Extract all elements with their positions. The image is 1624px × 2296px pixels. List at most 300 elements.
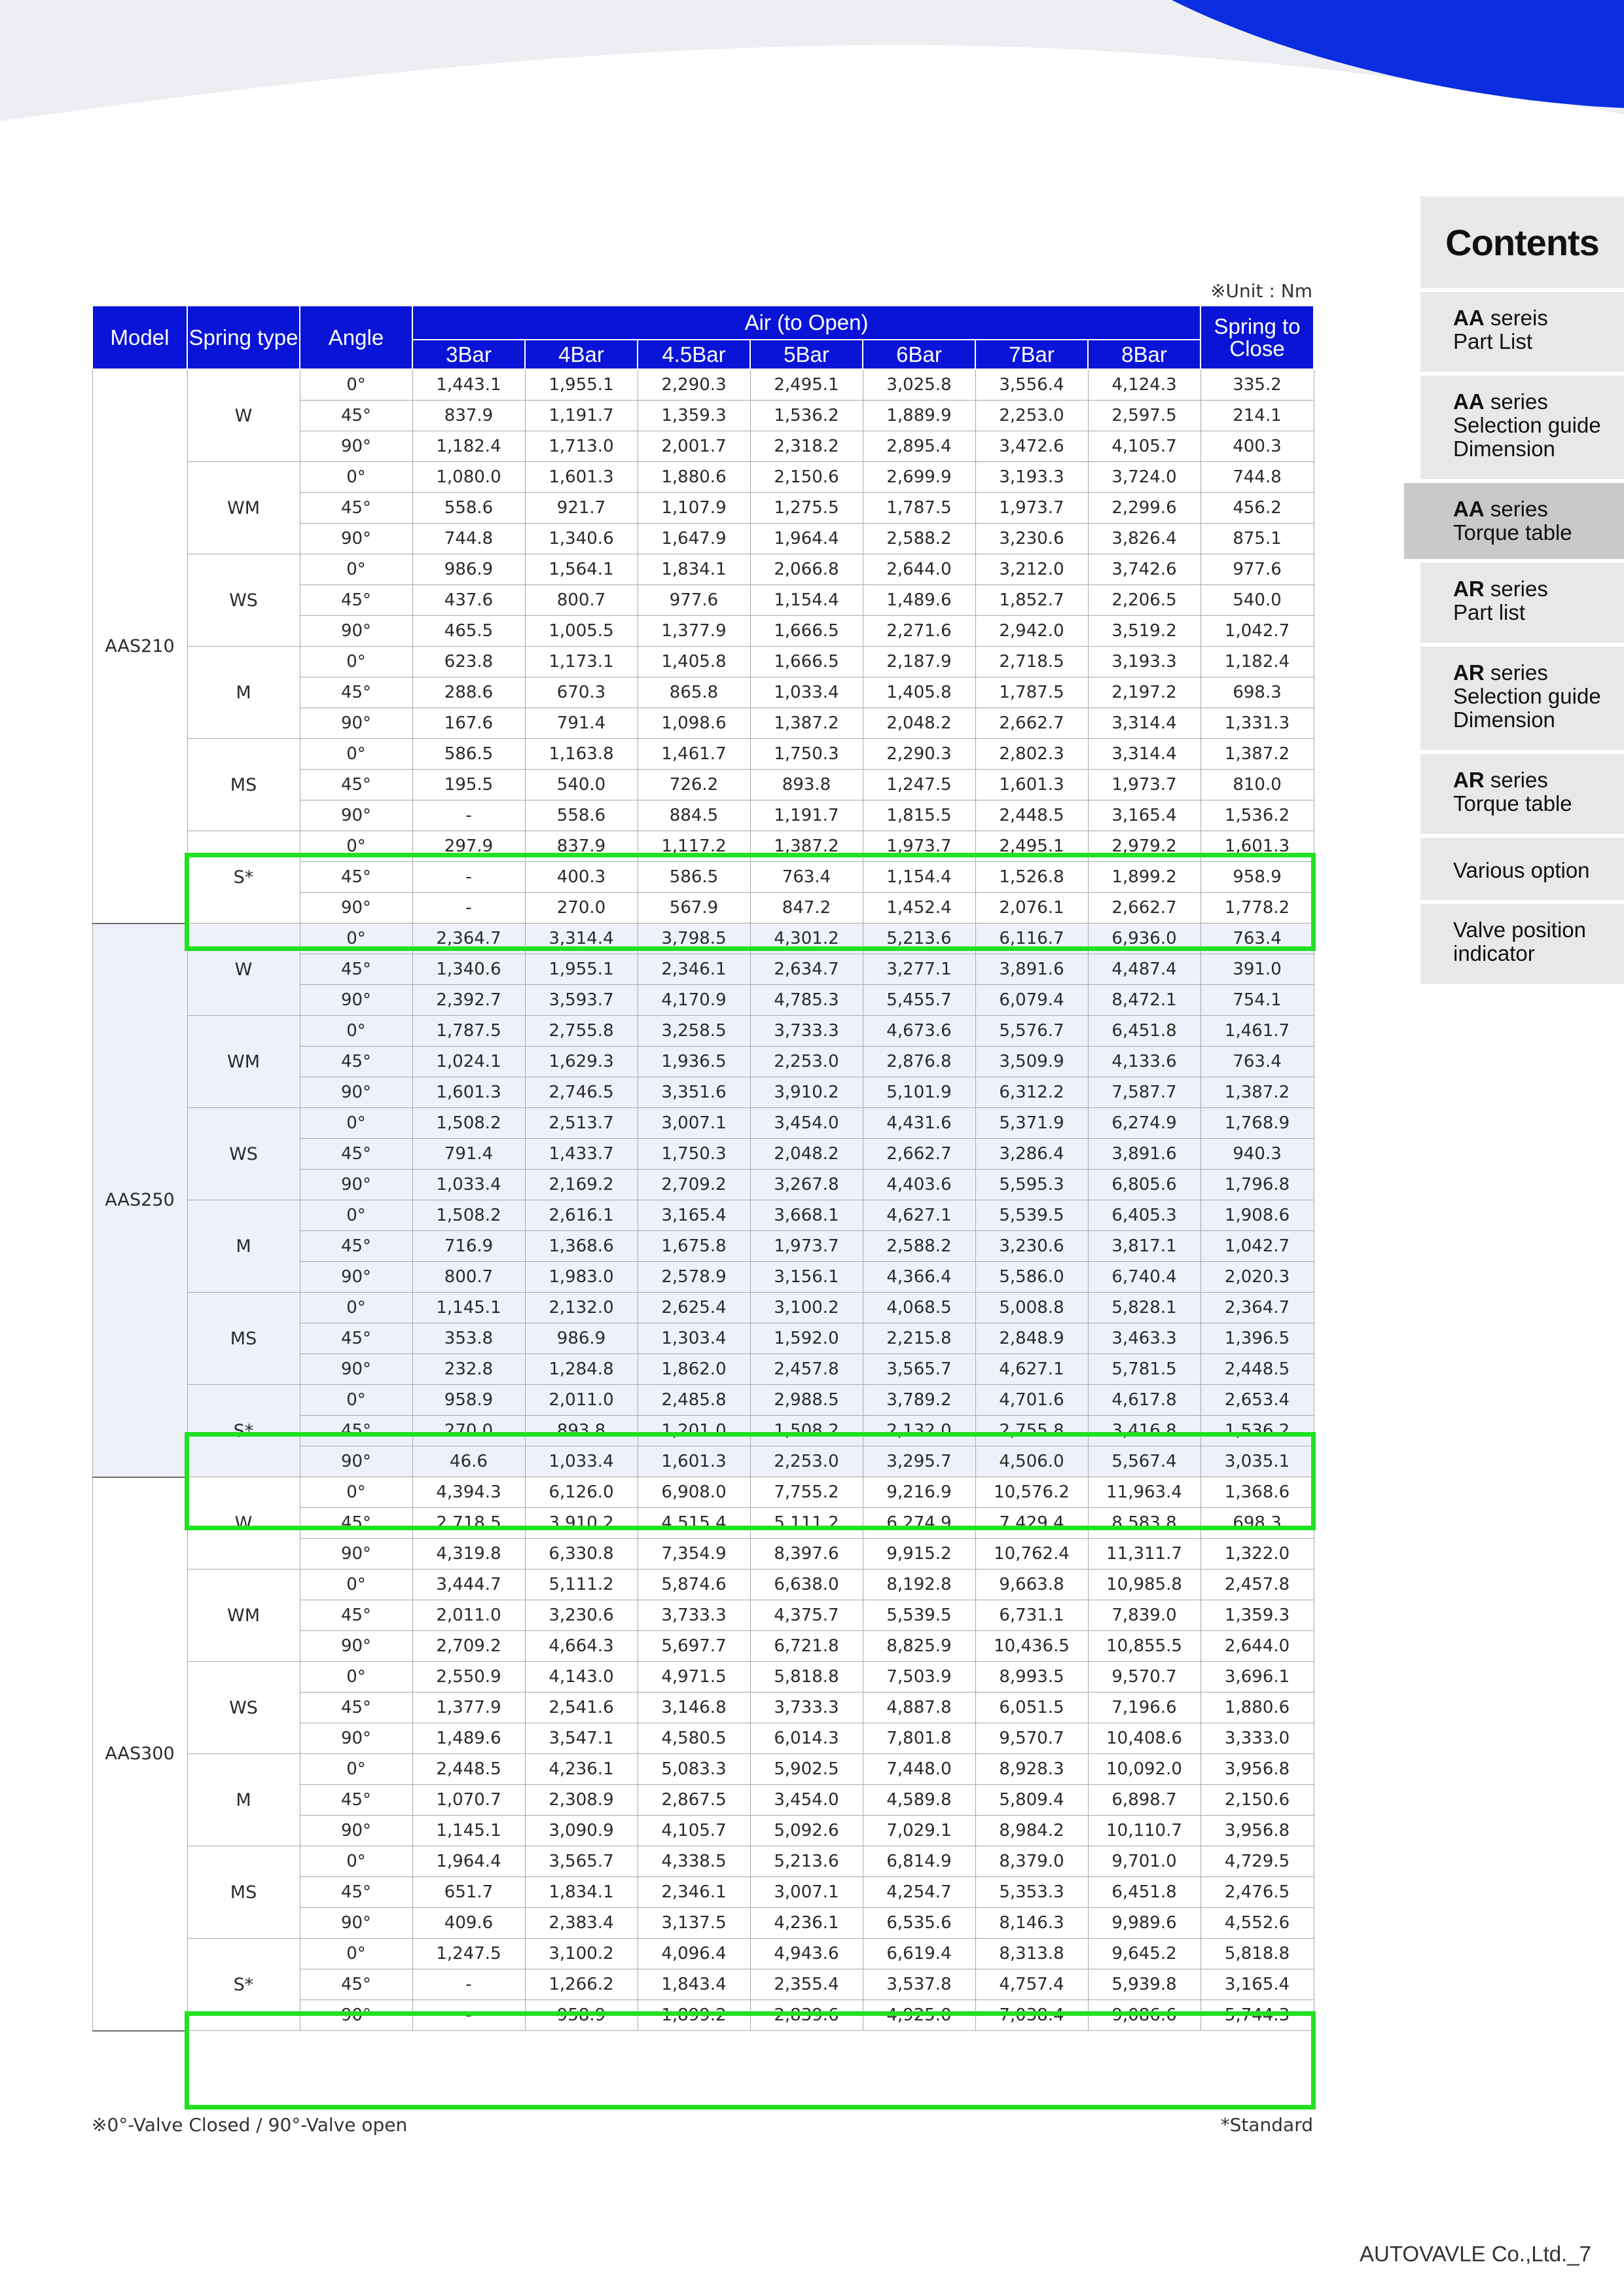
air-torque-cell: 3,565.7 [863,1354,975,1385]
air-torque-cell: 2,392.7 [412,985,525,1016]
air-torque-cell: 3,146.8 [638,1693,750,1723]
air-torque-cell: 4,617.8 [1088,1385,1200,1416]
angle-cell: 90° [300,893,412,924]
air-torque-cell: 6,535.6 [863,1908,975,1939]
air-torque-cell: 1,182.4 [412,431,525,462]
header-pressure-4-5bar: 4.5Bar [638,340,750,369]
air-torque-cell: 3,547.1 [525,1723,638,1754]
model-cell: AAS210 [92,369,187,924]
angle-cell: 0° [300,554,412,585]
air-torque-cell: 1,666.5 [750,647,863,677]
angle-cell: 90° [300,1723,412,1754]
air-torque-cell: 958.9 [525,2000,638,2031]
angle-cell: 90° [300,1539,412,1570]
air-torque-cell: 10,985.8 [1088,1570,1200,1600]
air-torque-cell: 6,312.2 [975,1077,1088,1108]
spring-close-torque-cell: 335.2 [1200,369,1314,401]
contents-sidebar [1420,196,1624,988]
model-group [92,924,1314,1477]
air-torque-cell: 1,787.5 [412,1016,525,1047]
air-torque-cell: 847.2 [750,893,863,924]
air-torque-cell: 3,733.3 [750,1693,863,1723]
table-row [92,647,1314,677]
air-torque-cell: 1,163.8 [525,739,638,770]
air-torque-cell: 2,625.4 [638,1293,750,1323]
air-torque-cell: 3,295.7 [863,1446,975,1477]
air-torque-cell: 3,165.4 [1088,800,1200,831]
spring-close-torque-cell: 1,368.6 [1200,1477,1314,1508]
air-torque-cell: 2,150.6 [750,462,863,493]
air-torque-cell: 4,589.8 [863,1785,975,1816]
spring-close-torque-cell: 1,536.2 [1200,1416,1314,1446]
torque-table [92,305,1314,2032]
air-torque-cell: 4,254.7 [863,1877,975,1908]
air-torque-cell: 800.7 [525,585,638,616]
air-torque-cell: 7,429.4 [975,1508,1088,1539]
angle-cell: 45° [300,1785,412,1816]
table-row [92,554,1314,585]
angle-cell: 90° [300,1446,412,1477]
air-torque-cell: 5,092.6 [750,1816,863,1846]
air-torque-cell: 716.9 [412,1231,525,1262]
air-torque-cell: 1,377.9 [412,1693,525,1723]
air-torque-cell: 1,787.5 [863,493,975,524]
table-row [92,1754,1314,1785]
footnote-standard: *Standard [1220,2114,1313,2136]
air-torque-cell: 2,206.5 [1088,585,1200,616]
air-torque-cell: 3,156.1 [750,1262,863,1293]
spring-close-torque-cell: 2,448.5 [1200,1354,1314,1385]
air-torque-cell: 5,083.3 [638,1754,750,1785]
spring-close-torque-cell: 1,387.2 [1200,739,1314,770]
air-torque-cell: 1,955.1 [525,954,638,985]
air-torque-cell: 2,662.7 [1088,893,1200,924]
air-torque-cell: 1,405.8 [863,677,975,708]
air-torque-cell: 1,247.5 [412,1939,525,1969]
air-torque-cell: 586.5 [412,739,525,770]
spring-close-torque-cell: 958.9 [1200,862,1314,893]
air-torque-cell: 4,068.5 [863,1293,975,1323]
air-torque-cell: 4,170.9 [638,985,750,1016]
air-torque-cell: 5,567.4 [1088,1446,1200,1477]
air-torque-cell: 2,355.4 [750,1969,863,2000]
spring-close-torque-cell: 1,322.0 [1200,1539,1314,1570]
air-torque-cell: 2,076.1 [975,893,1088,924]
air-torque-cell: 3,351.6 [638,1077,750,1108]
angle-cell: 0° [300,739,412,770]
air-torque-cell: 10,855.5 [1088,1631,1200,1662]
air-torque-cell: 4,096.4 [638,1939,750,1969]
air-torque-cell: 4,487.4 [1088,954,1200,985]
air-torque-cell: 893.8 [750,770,863,800]
angle-cell: 45° [300,1047,412,1077]
air-torque-cell: 763.4 [750,862,863,893]
air-torque-cell: 437.6 [412,585,525,616]
sidebar-item-valve-position-indicator[interactable]: Valve position indicator [1420,904,1624,984]
angle-cell: 45° [300,1323,412,1354]
angle-cell: 0° [300,831,412,862]
model-cell: AAS300 [92,1477,187,2031]
air-torque-cell: - [412,2000,525,2031]
spring-close-torque-cell: 400.3 [1200,431,1314,462]
table-row [92,1108,1314,1139]
air-torque-cell: 5,781.5 [1088,1354,1200,1385]
air-torque-cell: 3,165.4 [638,1200,750,1231]
air-torque-cell: 2,215.8 [863,1323,975,1354]
air-torque-cell: 270.0 [412,1416,525,1446]
angle-cell: 45° [300,770,412,800]
air-torque-cell: 9,701.0 [1088,1846,1200,1877]
air-torque-cell: 8,993.5 [975,1662,1088,1693]
air-torque-cell: 4,887.8 [863,1693,975,1723]
air-torque-cell: 5,213.6 [750,1846,863,1877]
air-torque-cell: - [412,1969,525,2000]
air-torque-cell: 1,489.6 [412,1723,525,1754]
air-torque-cell: 8,472.1 [1088,985,1200,1016]
table-row [92,1662,1314,1693]
air-torque-cell: 1,201.0 [638,1416,750,1446]
air-torque-cell: 893.8 [525,1416,638,1446]
spring-type-cell: WM [187,1570,300,1662]
air-torque-cell: 3,789.2 [863,1385,975,1416]
air-torque-cell: 1,247.5 [863,770,975,800]
air-torque-cell: 400.3 [525,862,638,893]
air-torque-cell: 8,928.3 [975,1754,1088,1785]
air-torque-cell: 4,143.0 [525,1662,638,1693]
spring-type-cell: M [187,1200,300,1293]
spring-close-torque-cell: 456.2 [1200,493,1314,524]
spring-close-torque-cell: 744.8 [1200,462,1314,493]
air-torque-cell: 558.6 [525,800,638,831]
air-torque-cell: 2,755.8 [975,1416,1088,1446]
air-torque-cell: 11,963.4 [1088,1477,1200,1508]
air-torque-cell: 6,898.7 [1088,1785,1200,1816]
angle-cell: 90° [300,800,412,831]
spring-type-cell: WS [187,1662,300,1754]
air-torque-cell: 8,146.3 [975,1908,1088,1939]
air-torque-cell: 5,697.7 [638,1631,750,1662]
table-row [92,739,1314,770]
air-torque-cell: 6,274.9 [1088,1108,1200,1139]
spring-close-torque-cell: 1,182.4 [1200,647,1314,677]
air-torque-cell: 1,647.9 [638,524,750,554]
air-torque-cell: 4,785.3 [750,985,863,1016]
air-torque-cell: 5,576.7 [975,1016,1088,1047]
spring-close-torque-cell: 4,552.6 [1200,1908,1314,1939]
air-torque-cell: 1,340.6 [412,954,525,985]
air-torque-cell: 2,942.0 [975,616,1088,647]
air-torque-cell: 5,586.0 [975,1262,1088,1293]
air-torque-cell: 1,368.6 [525,1231,638,1262]
air-torque-cell: 1,936.5 [638,1047,750,1077]
table-header [92,306,1314,369]
spring-close-torque-cell: 3,333.0 [1200,1723,1314,1754]
air-torque-cell: 1,983.0 [525,1262,638,1293]
air-torque-cell: 3,472.6 [975,431,1088,462]
air-torque-cell: 2,346.1 [638,954,750,985]
air-torque-cell: 2,644.0 [863,554,975,585]
air-torque-cell: 1,973.7 [1088,770,1200,800]
spring-type-cell: MS [187,1846,300,1939]
air-torque-cell: 2,709.2 [412,1631,525,1662]
air-torque-cell: 791.4 [525,708,638,739]
air-torque-cell: 4,664.3 [525,1631,638,1662]
angle-cell: 0° [300,1570,412,1600]
air-torque-cell: 3,258.5 [638,1016,750,1047]
air-torque-cell: 5,213.6 [863,924,975,954]
sidebar-item-ar-torque-table[interactable]: AR series Torque table [1420,754,1624,834]
air-torque-cell: 1,508.2 [412,1108,525,1139]
air-torque-cell: 1,601.3 [525,462,638,493]
air-torque-cell: 2,011.0 [525,1385,638,1416]
spring-close-torque-cell: 1,796.8 [1200,1170,1314,1200]
air-torque-cell: 4,925.0 [863,2000,975,2031]
air-torque-cell: 1,340.6 [525,524,638,554]
air-torque-cell: 4,431.6 [863,1108,975,1139]
angle-cell: 0° [300,369,412,401]
spring-close-torque-cell: 1,908.6 [1200,1200,1314,1231]
air-torque-cell: 1,452.4 [863,893,975,924]
spring-close-torque-cell: 3,035.1 [1200,1446,1314,1477]
air-torque-cell: 5,455.7 [863,985,975,1016]
air-torque-cell: 2,662.7 [975,708,1088,739]
air-torque-cell: 1,862.0 [638,1354,750,1385]
air-torque-cell: 8,825.9 [863,1631,975,1662]
air-torque-cell: 3,230.6 [975,524,1088,554]
angle-cell: 0° [300,1662,412,1693]
angle-cell: 45° [300,1693,412,1723]
angle-cell: 90° [300,1816,412,1846]
air-torque-cell: 2,290.3 [638,369,750,401]
air-torque-cell: 9,216.9 [863,1477,975,1508]
angle-cell: 0° [300,1293,412,1323]
air-torque-cell: 1,508.2 [750,1416,863,1446]
angle-cell: 90° [300,1262,412,1293]
air-torque-cell: 1,815.5 [863,800,975,831]
air-torque-cell: 1,387.2 [750,831,863,862]
air-torque-cell: 1,629.3 [525,1047,638,1077]
air-torque-cell: 1,266.2 [525,1969,638,2000]
air-torque-cell: 4,673.6 [863,1016,975,1047]
spring-type-cell: M [187,647,300,739]
air-torque-cell: 1,461.7 [638,739,750,770]
air-torque-cell: 5,828.1 [1088,1293,1200,1323]
air-torque-cell: 6,721.8 [750,1631,863,1662]
air-torque-cell: 2,578.9 [638,1262,750,1293]
air-torque-cell: - [412,862,525,893]
angle-cell: 45° [300,401,412,431]
air-torque-cell: 7,755.2 [750,1477,863,1508]
air-torque-cell: 3,277.1 [863,954,975,985]
spring-close-torque-cell: 2,457.8 [1200,1570,1314,1600]
header-pressure-6bar: 6Bar [863,340,975,369]
spring-type-cell: MS [187,1293,300,1385]
air-torque-cell: 10,576.2 [975,1477,1088,1508]
angle-cell: 0° [300,1200,412,1231]
air-torque-cell: 2,588.2 [863,1231,975,1262]
air-torque-cell: 4,943.6 [750,1939,863,1969]
angle-cell: 45° [300,493,412,524]
spring-close-torque-cell: 391.0 [1200,954,1314,985]
air-torque-cell: 2,048.2 [863,708,975,739]
air-torque-cell: 1,601.3 [638,1446,750,1477]
page-decoration [0,0,1624,275]
air-torque-cell: 3,724.0 [1088,462,1200,493]
header-air-to-open: Air (to Open) [412,306,1200,340]
air-torque-cell: 567.9 [638,893,750,924]
air-torque-cell: 921.7 [525,493,638,524]
air-torque-cell: 2,485.8 [638,1385,750,1416]
air-torque-cell: 6,079.4 [975,985,1088,1016]
air-torque-cell: 3,891.6 [1088,1139,1200,1170]
air-torque-cell: 3,463.3 [1088,1323,1200,1354]
air-torque-cell: 3,733.3 [638,1600,750,1631]
air-torque-cell: 3,193.3 [975,462,1088,493]
air-torque-cell: 1,508.2 [412,1200,525,1231]
air-torque-cell: 1,080.0 [412,462,525,493]
spring-close-torque-cell: 763.4 [1200,1047,1314,1077]
air-torque-cell: 3,025.8 [863,369,975,401]
sidebar-item-ar-part-list[interactable]: AR series Part list [1420,563,1624,643]
angle-cell: 45° [300,1969,412,2000]
air-torque-cell: 4,580.5 [638,1723,750,1754]
air-torque-cell: 10,436.5 [975,1631,1088,1662]
table-row [92,924,1314,954]
air-torque-cell: 1,033.4 [525,1446,638,1477]
air-torque-cell: 2,979.2 [1088,831,1200,862]
spring-close-torque-cell: 2,476.5 [1200,1877,1314,1908]
air-torque-cell: 3,212.0 [975,554,1088,585]
spring-type-cell: MS [187,739,300,831]
air-torque-cell: 4,366.4 [863,1262,975,1293]
angle-cell: 90° [300,431,412,462]
spring-close-torque-cell: 810.0 [1200,770,1314,800]
spring-close-torque-cell: 2,364.7 [1200,1293,1314,1323]
air-torque-cell: 2,495.1 [750,369,863,401]
air-torque-cell: 670.3 [525,677,638,708]
spring-close-torque-cell: 1,461.7 [1200,1016,1314,1047]
header-pressure-3bar: 3Bar [412,340,525,369]
air-torque-cell: 3,593.7 [525,985,638,1016]
air-torque-cell: 3,742.6 [1088,554,1200,585]
air-torque-cell: 2,616.1 [525,1200,638,1231]
air-torque-cell: 1,024.1 [412,1047,525,1077]
air-torque-cell: 1,601.3 [975,770,1088,800]
air-torque-cell: 5,818.8 [750,1662,863,1693]
air-torque-cell: 2,848.9 [975,1323,1088,1354]
air-torque-cell: 3,556.4 [975,369,1088,401]
air-torque-cell: 4,971.5 [638,1662,750,1693]
air-torque-cell: 8,984.2 [975,1816,1088,1846]
air-torque-cell: 270.0 [525,893,638,924]
air-torque-cell: 4,301.2 [750,924,863,954]
air-torque-cell: 586.5 [638,862,750,893]
air-torque-cell: 1,899.2 [638,2000,750,2031]
air-torque-cell: 2,448.5 [412,1754,525,1785]
air-torque-cell: 1,750.3 [638,1139,750,1170]
angle-cell: 45° [300,1231,412,1262]
air-torque-cell: 6,805.6 [1088,1170,1200,1200]
sidebar-item-ar-selection-guide[interactable]: AR series Selection guide Dimension [1420,647,1624,750]
air-torque-cell: 1,359.3 [638,401,750,431]
air-torque-cell: 409.6 [412,1908,525,1939]
air-torque-cell: 1,536.2 [750,401,863,431]
sidebar-item-aa-torque-table[interactable]: AA series Torque table [1404,483,1624,559]
air-torque-cell: 4,236.1 [750,1908,863,1939]
air-torque-cell: 1,154.4 [750,585,863,616]
sidebar-item-aa-selection-guide[interactable]: AA series Selection guide Dimension [1420,376,1624,479]
air-torque-cell: 3,100.2 [750,1293,863,1323]
sidebar-item-aa-part-list[interactable]: AA sereis Part List [1420,292,1624,372]
spring-close-torque-cell: 1,042.7 [1200,1231,1314,1262]
air-torque-cell: 4,133.6 [1088,1047,1200,1077]
air-torque-cell: 6,274.9 [863,1508,975,1539]
air-torque-cell: 3,454.0 [750,1785,863,1816]
air-torque-cell: 837.9 [525,831,638,862]
air-torque-cell: 1,973.7 [975,493,1088,524]
table-row [92,462,1314,493]
air-torque-cell: 8,583.8 [1088,1508,1200,1539]
spring-close-torque-cell: 3,696.1 [1200,1662,1314,1693]
air-torque-cell: 1,275.5 [750,493,863,524]
angle-cell: 90° [300,708,412,739]
air-torque-cell: 10,762.4 [975,1539,1088,1570]
header-pressure-7bar: 7Bar [975,340,1088,369]
air-torque-cell: 3,733.3 [750,1016,863,1047]
air-torque-cell: 2,802.3 [975,739,1088,770]
air-torque-cell: 6,814.9 [863,1846,975,1877]
air-torque-cell: 8,313.8 [975,1939,1088,1969]
air-torque-cell: 1,973.7 [863,831,975,862]
spring-close-torque-cell: 1,359.3 [1200,1600,1314,1631]
air-torque-cell: 9,570.7 [975,1723,1088,1754]
air-torque-cell: 4,105.7 [638,1816,750,1846]
air-torque-cell: 1,964.4 [412,1846,525,1877]
air-torque-cell: 3,826.4 [1088,524,1200,554]
header-spring-type: Spring type [187,306,300,369]
air-torque-cell: 3,314.4 [1088,708,1200,739]
air-torque-cell: 744.8 [412,524,525,554]
air-torque-cell: 4,124.3 [1088,369,1200,401]
air-torque-cell: 6,638.0 [750,1570,863,1600]
sidebar-title: Contents [1420,196,1624,288]
air-torque-cell: 5,539.5 [975,1200,1088,1231]
header-model: Model [92,306,187,369]
spring-close-torque-cell: 1,387.2 [1200,1077,1314,1108]
air-torque-cell: 3,314.4 [525,924,638,954]
air-torque-cell: 6,014.3 [750,1723,863,1754]
air-torque-cell: 9,663.8 [975,1570,1088,1600]
air-torque-cell: 4,403.6 [863,1170,975,1200]
air-torque-cell: 1,750.3 [750,739,863,770]
air-torque-cell: 353.8 [412,1323,525,1354]
sidebar-item-various-option[interactable]: Various option [1420,838,1624,900]
air-torque-cell: 986.9 [525,1323,638,1354]
air-torque-cell: 1,834.1 [638,554,750,585]
air-torque-cell: 8,379.0 [975,1846,1088,1877]
spring-close-torque-cell: 1,536.2 [1200,800,1314,831]
spring-close-torque-cell: 698.3 [1200,1508,1314,1539]
air-torque-cell: 3,286.4 [975,1139,1088,1170]
air-torque-cell: 9,989.6 [1088,1908,1200,1939]
air-torque-cell: 1,843.4 [638,1969,750,2000]
air-torque-cell: 1,889.9 [863,401,975,431]
air-torque-cell: 1,852.7 [975,585,1088,616]
air-torque-cell: 3,230.6 [525,1600,638,1631]
spring-close-torque-cell: 3,956.8 [1200,1754,1314,1785]
air-torque-cell: 2,755.8 [525,1016,638,1047]
air-torque-cell: 3,137.5 [638,1908,750,1939]
